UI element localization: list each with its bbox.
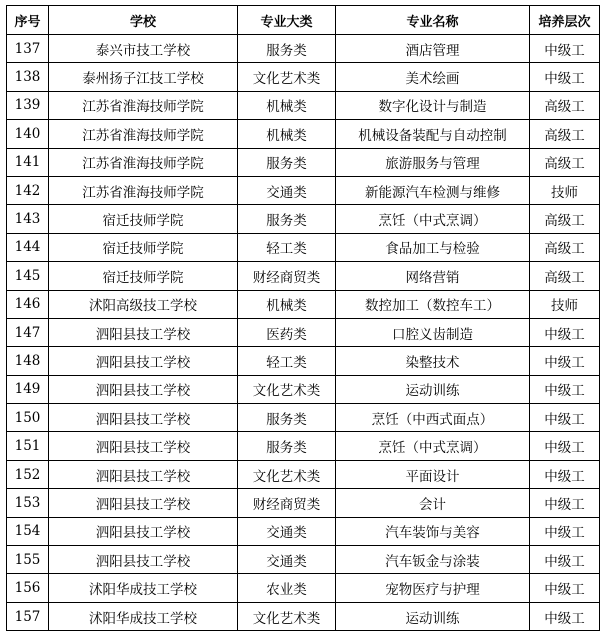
cell-level: 中级工 bbox=[530, 517, 600, 545]
cell-major: 食品加工与检验 bbox=[336, 233, 530, 261]
cell-category: 文化艺术类 bbox=[238, 375, 336, 403]
cell-no: 151 bbox=[7, 432, 49, 460]
cell-major: 网络营销 bbox=[336, 262, 530, 290]
cell-level: 中级工 bbox=[530, 432, 600, 460]
cell-category: 轻工类 bbox=[238, 347, 336, 375]
table-row bbox=[7, 460, 600, 488]
cell-level: 高级工 bbox=[530, 148, 600, 176]
table-row bbox=[7, 290, 600, 318]
cell-major: 机械设备装配与自动控制 bbox=[336, 120, 530, 148]
cell-no: 152 bbox=[7, 460, 49, 488]
cell-school: 泗阳县技工学校 bbox=[49, 489, 238, 517]
cell-no: 144 bbox=[7, 233, 49, 261]
cell-level: 中级工 bbox=[530, 63, 600, 91]
header-no: 序号 bbox=[7, 6, 49, 35]
cell-level: 中级工 bbox=[530, 489, 600, 517]
table-row bbox=[7, 574, 600, 602]
cell-level: 高级工 bbox=[530, 91, 600, 119]
cell-school: 泗阳县技工学校 bbox=[49, 347, 238, 375]
cell-category: 服务类 bbox=[238, 148, 336, 176]
cell-major: 宠物医疗与护理 bbox=[336, 574, 530, 602]
cell-category: 农业类 bbox=[238, 574, 336, 602]
cell-school: 泰州扬子江技工学校 bbox=[49, 63, 238, 91]
cell-level: 技师 bbox=[530, 290, 600, 318]
cell-no: 156 bbox=[7, 574, 49, 602]
cell-major: 烹饪（中西式面点） bbox=[336, 404, 530, 432]
cell-category: 交通类 bbox=[238, 546, 336, 574]
header-category: 专业大类 bbox=[238, 6, 336, 35]
cell-category: 轻工类 bbox=[238, 233, 336, 261]
cell-category: 机械类 bbox=[238, 290, 336, 318]
cell-no: 140 bbox=[7, 120, 49, 148]
cell-no: 154 bbox=[7, 517, 49, 545]
cell-category: 医药类 bbox=[238, 318, 336, 346]
header-major: 专业名称 bbox=[336, 6, 530, 35]
cell-no: 139 bbox=[7, 91, 49, 119]
cell-level: 高级工 bbox=[530, 233, 600, 261]
cell-level: 中级工 bbox=[530, 602, 600, 630]
table-row bbox=[7, 404, 600, 432]
cell-level: 中级工 bbox=[530, 404, 600, 432]
table-row bbox=[7, 546, 600, 574]
cell-school: 泗阳县技工学校 bbox=[49, 404, 238, 432]
cell-no: 143 bbox=[7, 205, 49, 233]
majors-table bbox=[6, 5, 600, 631]
table-body bbox=[7, 35, 600, 631]
table-row bbox=[7, 176, 600, 204]
cell-level: 中级工 bbox=[530, 460, 600, 488]
cell-major: 运动训练 bbox=[336, 375, 530, 403]
cell-level: 中级工 bbox=[530, 375, 600, 403]
table-row bbox=[7, 517, 600, 545]
cell-category: 交通类 bbox=[238, 176, 336, 204]
cell-category: 财经商贸类 bbox=[238, 489, 336, 517]
cell-category: 服务类 bbox=[238, 432, 336, 460]
cell-school: 泗阳县技工学校 bbox=[49, 546, 238, 574]
cell-category: 交通类 bbox=[238, 517, 336, 545]
header-row bbox=[7, 6, 600, 35]
cell-major: 汽车装饰与美容 bbox=[336, 517, 530, 545]
table-row bbox=[7, 489, 600, 517]
cell-major: 数控加工（数控车工） bbox=[336, 290, 530, 318]
cell-category: 文化艺术类 bbox=[238, 63, 336, 91]
cell-major: 旅游服务与管理 bbox=[336, 148, 530, 176]
cell-major: 会计 bbox=[336, 489, 530, 517]
cell-school: 沭阳华成技工学校 bbox=[49, 602, 238, 630]
cell-school: 江苏省淮海技师学院 bbox=[49, 176, 238, 204]
cell-category: 服务类 bbox=[238, 205, 336, 233]
table-row bbox=[7, 602, 600, 630]
cell-no: 147 bbox=[7, 318, 49, 346]
table-row bbox=[7, 91, 600, 119]
cell-category: 服务类 bbox=[238, 404, 336, 432]
cell-school: 泗阳县技工学校 bbox=[49, 318, 238, 346]
table-row bbox=[7, 63, 600, 91]
cell-school: 江苏省淮海技师学院 bbox=[49, 148, 238, 176]
cell-no: 137 bbox=[7, 35, 49, 63]
cell-no: 146 bbox=[7, 290, 49, 318]
table-row bbox=[7, 120, 600, 148]
table-row bbox=[7, 262, 600, 290]
cell-no: 142 bbox=[7, 176, 49, 204]
cell-major: 美术绘画 bbox=[336, 63, 530, 91]
table-row bbox=[7, 375, 600, 403]
cell-no: 145 bbox=[7, 262, 49, 290]
cell-no: 141 bbox=[7, 148, 49, 176]
cell-major: 平面设计 bbox=[336, 460, 530, 488]
cell-major: 酒店管理 bbox=[336, 35, 530, 63]
table-header bbox=[7, 6, 600, 35]
cell-major: 数字化设计与制造 bbox=[336, 91, 530, 119]
cell-no: 148 bbox=[7, 347, 49, 375]
cell-major: 烹饪（中式烹调） bbox=[336, 205, 530, 233]
cell-major: 烹饪（中式烹调） bbox=[336, 432, 530, 460]
cell-category: 机械类 bbox=[238, 120, 336, 148]
cell-no: 157 bbox=[7, 602, 49, 630]
table-row bbox=[7, 432, 600, 460]
cell-no: 138 bbox=[7, 63, 49, 91]
cell-category: 文化艺术类 bbox=[238, 460, 336, 488]
cell-major: 口腔义齿制造 bbox=[336, 318, 530, 346]
cell-no: 150 bbox=[7, 404, 49, 432]
cell-school: 沭阳华成技工学校 bbox=[49, 574, 238, 602]
cell-level: 中级工 bbox=[530, 574, 600, 602]
table-container bbox=[6, 5, 600, 631]
cell-level: 中级工 bbox=[530, 546, 600, 574]
cell-major: 染整技术 bbox=[336, 347, 530, 375]
table-row bbox=[7, 205, 600, 233]
cell-level: 技师 bbox=[530, 176, 600, 204]
table-row bbox=[7, 347, 600, 375]
cell-school: 泗阳县技工学校 bbox=[49, 432, 238, 460]
cell-school: 江苏省淮海技师学院 bbox=[49, 120, 238, 148]
header-school: 学校 bbox=[49, 6, 238, 35]
table-row bbox=[7, 148, 600, 176]
cell-level: 高级工 bbox=[530, 120, 600, 148]
cell-school: 宿迁技师学院 bbox=[49, 205, 238, 233]
cell-level: 中级工 bbox=[530, 347, 600, 375]
cell-school: 泗阳县技工学校 bbox=[49, 517, 238, 545]
cell-level: 中级工 bbox=[530, 35, 600, 63]
cell-school: 江苏省淮海技师学院 bbox=[49, 91, 238, 119]
cell-level: 中级工 bbox=[530, 318, 600, 346]
cell-no: 153 bbox=[7, 489, 49, 517]
table-row bbox=[7, 35, 600, 63]
cell-category: 机械类 bbox=[238, 91, 336, 119]
cell-category: 文化艺术类 bbox=[238, 602, 336, 630]
cell-school: 泰兴市技工学校 bbox=[49, 35, 238, 63]
cell-category: 财经商贸类 bbox=[238, 262, 336, 290]
cell-school: 泗阳县技工学校 bbox=[49, 375, 238, 403]
cell-category: 服务类 bbox=[238, 35, 336, 63]
header-level: 培养层次 bbox=[530, 6, 600, 35]
table-row bbox=[7, 318, 600, 346]
cell-school: 宿迁技师学院 bbox=[49, 233, 238, 261]
cell-level: 高级工 bbox=[530, 262, 600, 290]
table-row bbox=[7, 233, 600, 261]
cell-no: 155 bbox=[7, 546, 49, 574]
cell-no: 149 bbox=[7, 375, 49, 403]
cell-major: 汽车钣金与涂装 bbox=[336, 546, 530, 574]
cell-level: 高级工 bbox=[530, 205, 600, 233]
cell-school: 泗阳县技工学校 bbox=[49, 460, 238, 488]
cell-school: 沭阳高级技工学校 bbox=[49, 290, 238, 318]
cell-school: 宿迁技师学院 bbox=[49, 262, 238, 290]
cell-major: 运动训练 bbox=[336, 602, 530, 630]
cell-major: 新能源汽车检测与维修 bbox=[336, 176, 530, 204]
